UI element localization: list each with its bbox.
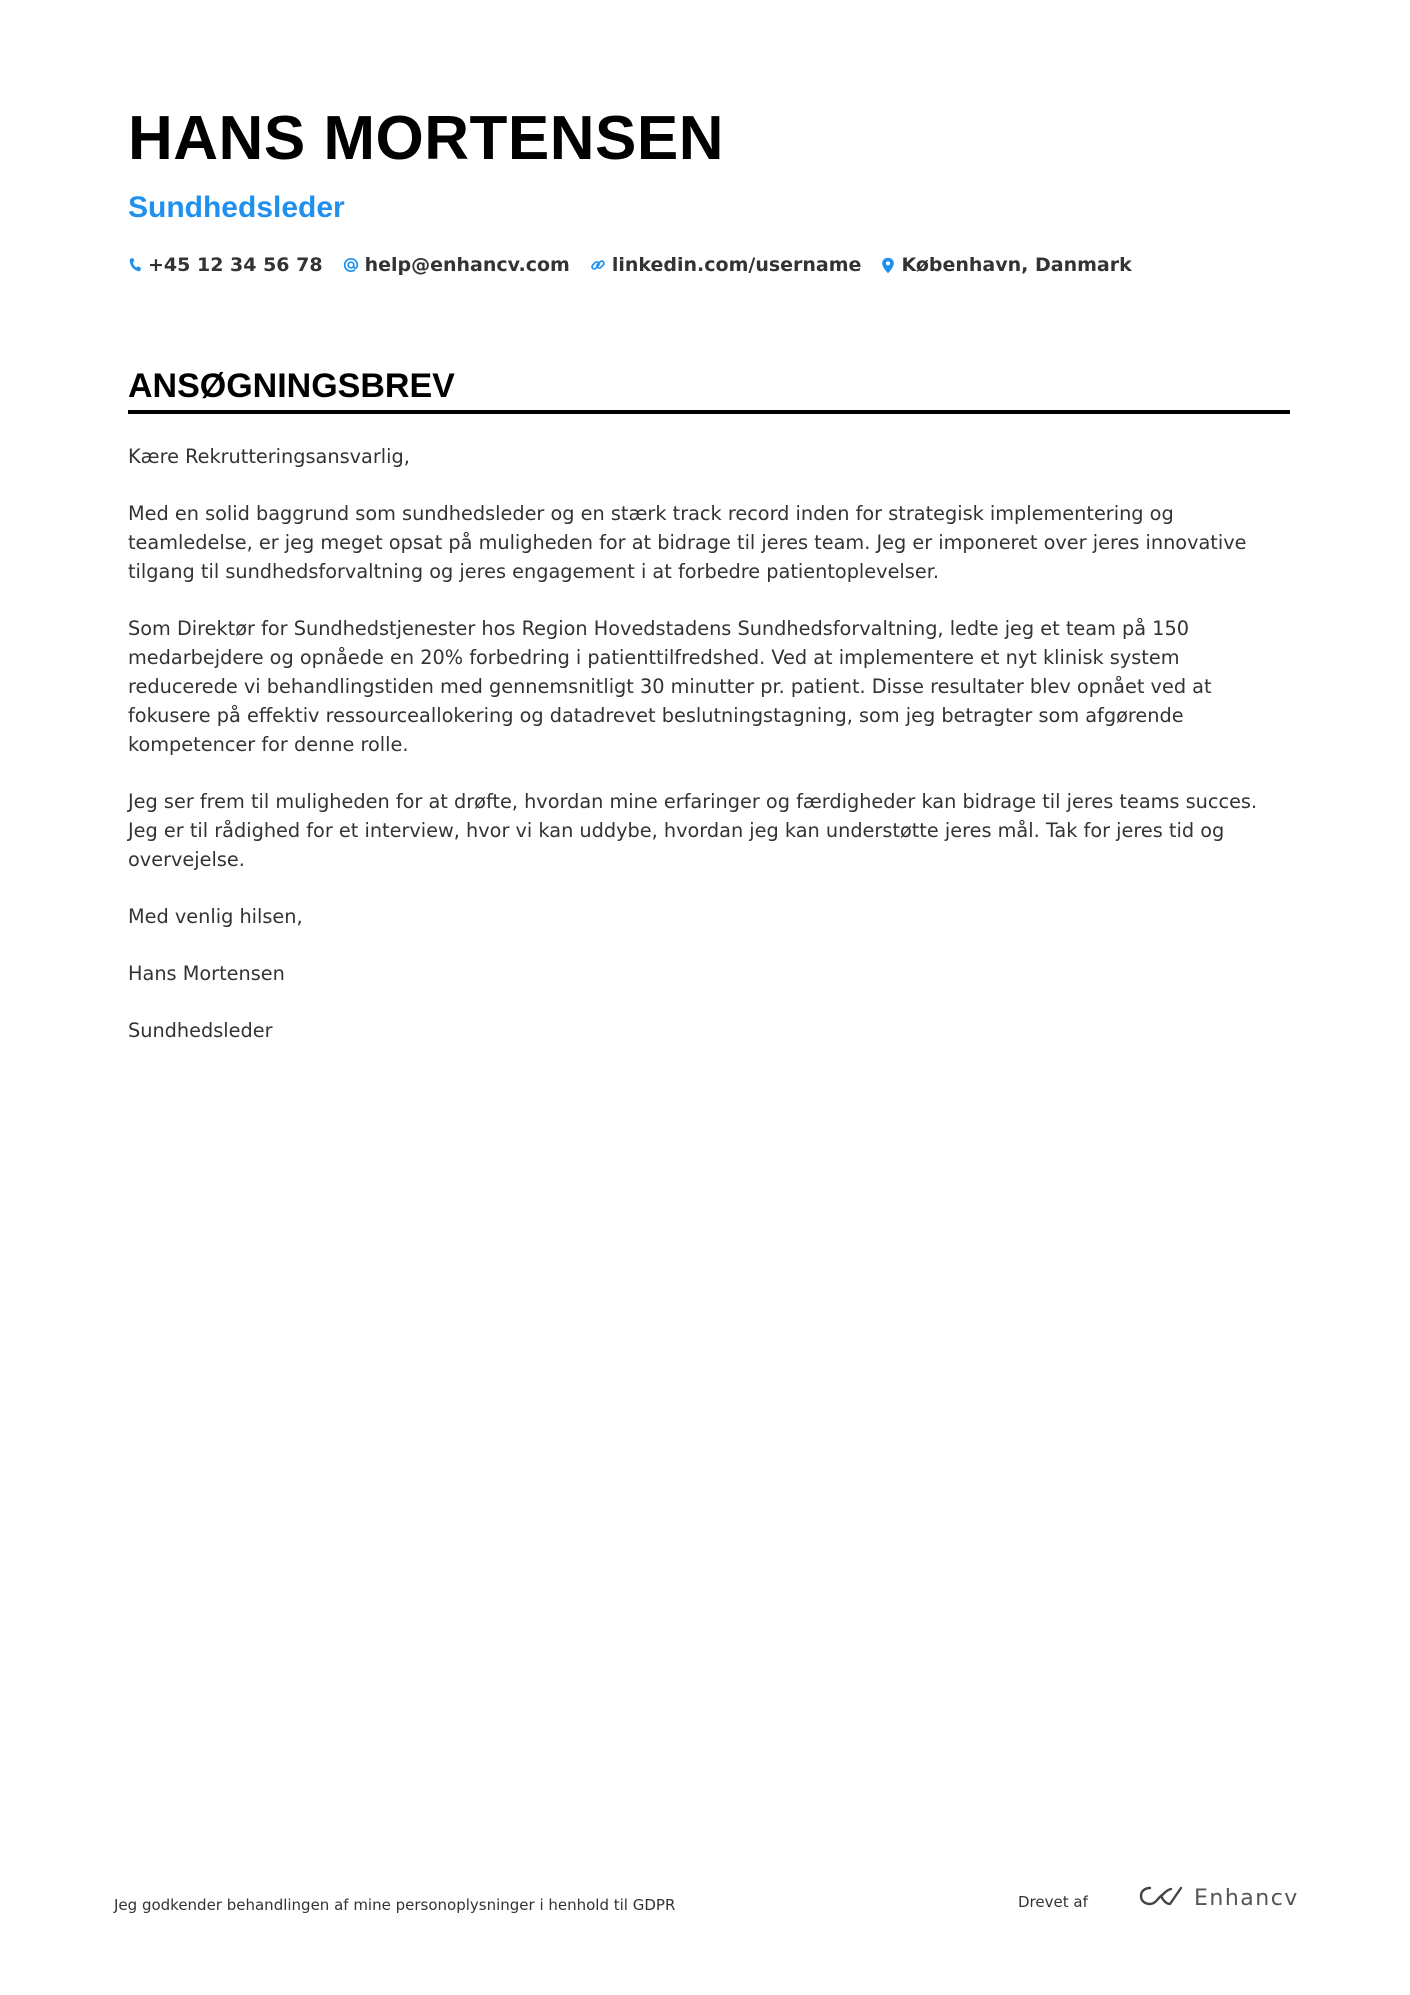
section-heading: ANSØGNINGSBREV: [128, 367, 455, 405]
contact-row: [128, 254, 1132, 276]
paragraph-line: Jeg er til rådighed for et interview, hvor vi kan uddybe, hvordan jeg kan understøtte jeres mål. Tak for jeres tid og: [128, 819, 1225, 842]
paragraph-1: [128, 499, 1293, 586]
paragraph-line: Jeg ser frem til muligheden for at drøfte, hvordan mine erfaringer og færdigheder kan bidrage til jeres teams succes.: [128, 790, 1258, 813]
contact-linkedin: [590, 254, 862, 276]
signature-name: Hans Mortensen: [128, 962, 285, 985]
enhancv-logo[interactable]: [1138, 1884, 1299, 1912]
salutation: Kære Rekrutteringsansvarlig,: [128, 445, 410, 468]
letter-body: [128, 442, 1293, 1045]
section-divider: [128, 410, 1290, 414]
contact-email: [343, 254, 570, 276]
paragraph-line: tilgang til sundhedsforvaltning og jeres engagement i at forbedre patientoplevelser.: [128, 560, 939, 583]
powered-by-label: Drevet af: [1018, 1893, 1088, 1911]
paragraph-line: fokusere på effektiv ressourceallokering og datadrevet beslutningstagning, som jeg betragter som afgørende: [128, 704, 1184, 727]
paragraph-line: Med en solid baggrund som sundhedsleder og en stærk track record inden for strategisk implementering og: [128, 502, 1174, 525]
enhancv-wordmark: Enhancv: [1194, 1885, 1299, 1911]
at-icon: [343, 257, 359, 273]
paragraph-3: [128, 787, 1293, 874]
signature-title: Sundhedsleder: [128, 1019, 273, 1042]
phone-icon: [128, 257, 142, 273]
link-icon: [590, 257, 606, 273]
enhancv-logo-icon: [1138, 1884, 1184, 1912]
location-text: København, Danmark: [901, 254, 1132, 276]
applicant-title: Sundhedsleder: [128, 191, 345, 224]
paragraph-line: overvejelse.: [128, 848, 245, 871]
paragraph-line: Som Direktør for Sundhedstjenester hos Region Hovedstadens Sundhedsforvaltning, ledte jeg et team på 150: [128, 617, 1189, 640]
paragraph-line: reducerede vi behandlingstiden med gennemsnitligt 30 minutter pr. patient. Disse resultater blev opnået ved at: [128, 675, 1212, 698]
paragraph-line: teamledelse, er jeg meget opsat på muligheden for at bidrage til jeres team. Jeg er imponeret over jeres innovative: [128, 531, 1247, 554]
gdpr-consent-text: Jeg godkender behandlingen af mine personoplysninger i henhold til GDPR: [114, 1896, 676, 1914]
contact-phone: [128, 254, 323, 276]
applicant-name: HANS MORTENSEN: [128, 104, 725, 173]
paragraph-line: medarbejdere og opnåede en 20% forbedring i patienttilfredshed. Ved at implementere et nyt klinisk system: [128, 646, 1180, 669]
location-pin-icon: [881, 257, 895, 274]
paragraph-line: kompetencer for denne rolle.: [128, 733, 409, 756]
paragraph-2: [128, 614, 1293, 759]
phone-text[interactable]: +45 12 34 56 78: [148, 254, 323, 276]
linkedin-text[interactable]: linkedin.com/username: [611, 254, 862, 276]
contact-location: [881, 254, 1131, 276]
closing: Med venlig hilsen,: [128, 905, 303, 928]
email-text[interactable]: help@enhancv.com: [364, 254, 570, 276]
